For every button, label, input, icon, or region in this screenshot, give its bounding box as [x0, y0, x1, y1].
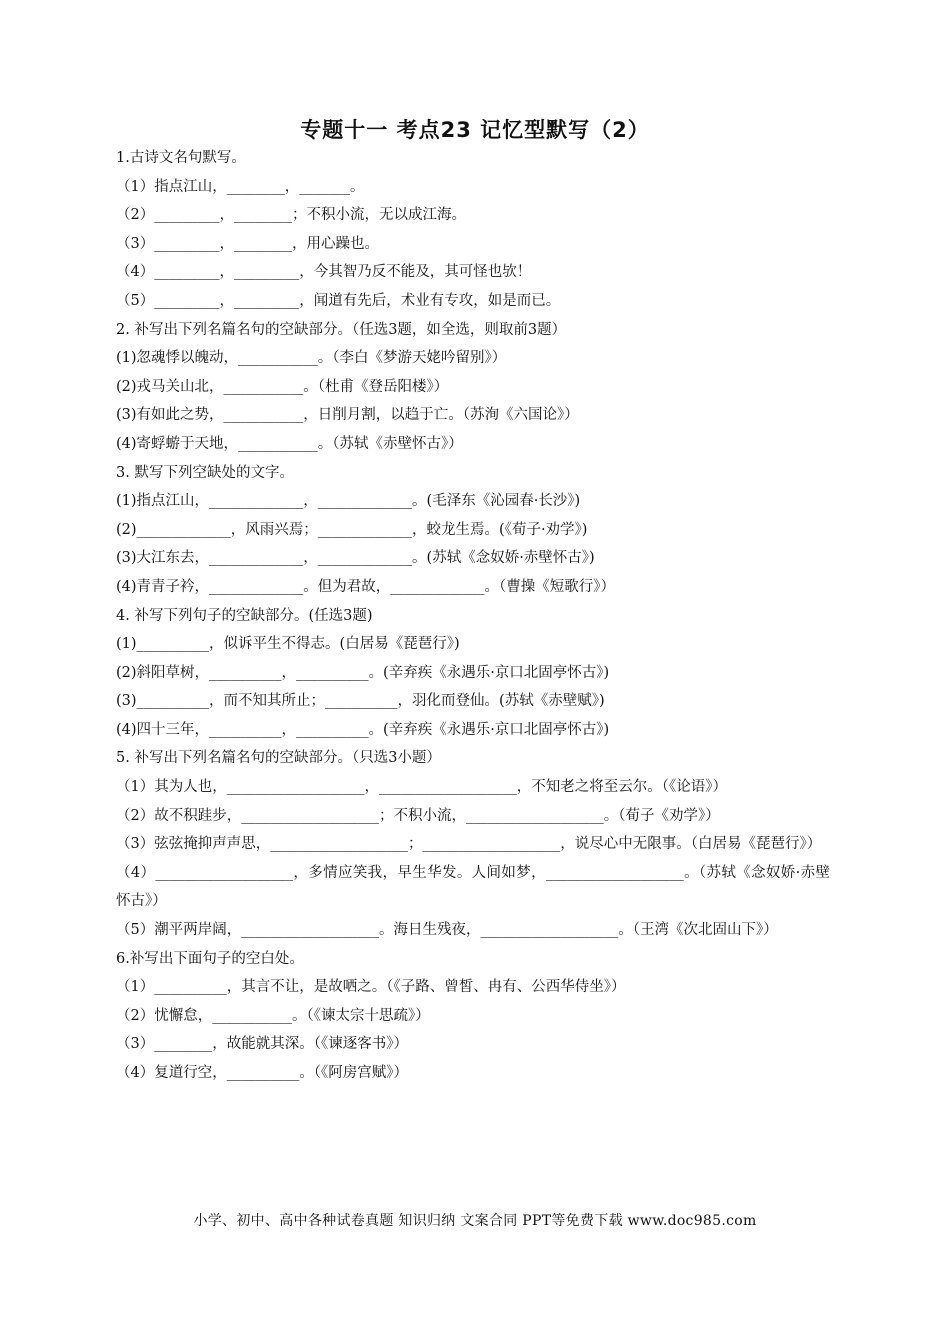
text-line: (1)忽魂悸以魄动，___________。（李白《梦游天姥吟留别》）: [116, 350, 507, 367]
text-line: （1）其为人也，___________________，___________________，不知老之将至云尔。（《论语》）: [116, 779, 727, 796]
text-line: （5）潮平两岸阔，___________________。海日生残夜，___________________。（王湾《次北固山下》）: [116, 922, 778, 939]
text-line: (2)_____________，风雨兴焉；_____________，蛟龙生焉。(《荀子·劝学》): [116, 521, 588, 538]
text-line: （5）_________，_________，闻道有先后，术业有专攻，如是而已。: [116, 292, 561, 309]
text-line: （2）忧懈怠，___________。（《谏太宗十思疏》）: [116, 1007, 430, 1024]
text-line: (1)指点江山，_____________，_____________。(毛泽东《沁园春·长沙》): [116, 493, 581, 510]
text-line: (4)寄蜉蝣于天地，___________。（苏轼《赤壁怀古》）: [116, 435, 463, 452]
page-title: 专题十一 考点23 记忆型默写（2）: [300, 118, 650, 142]
text-line: (3)大江东去，_____________，_____________。(苏轼《念奴娇·赤壁怀古》): [116, 550, 595, 567]
text-line: 3. 默写下列空缺处的文字。: [116, 464, 294, 481]
text-line: （2）_________，________；不积小流，无以成江海。: [116, 207, 466, 224]
text-line: （1）__________，其言不让，是故哂之。（《子路、曾皙、冉有、公西华侍坐》）: [116, 979, 626, 996]
text-line: （2）故不积跬步，___________________；不积小流，___________________。（荀子《劝学》）: [116, 807, 720, 824]
text-line: (3)__________，而不知其所止；__________，羽化而登仙。(苏轼《赤壁赋》): [116, 693, 605, 710]
text-line: （3）________，故能就其深。（《谏逐客书》）: [116, 1036, 408, 1053]
text-line: 5. 补写出下列名篇名句的空缺部分。（只选3小题）: [116, 750, 441, 767]
text-line: 4. 补写下列句子的空缺部分。(任选3题): [116, 607, 373, 624]
text-line: （4）_________，_________，今其智乃反不能及，其可怪也欤！: [116, 264, 532, 281]
text-line: （1）指点江山，________，_______。: [116, 178, 365, 195]
document-body: [116, 144, 830, 1088]
text-line: （3）_________，________，用心躁也。: [116, 235, 379, 252]
text-line: （4）___________________，多情应笑我，早生华发。人间如梦，___________________。（苏轼《念奴娇·赤壁怀古》）: [116, 864, 830, 910]
text-line: 2. 补写出下列名篇名句的空缺部分。（任选3题，如全选，则取前3题）: [116, 321, 567, 338]
text-line: （3）弦弦掩抑声声思，___________________；___________________，说尽心中无限事。（白居易《琵琶行》）: [116, 836, 822, 853]
page-footer: 小学、初中、高中各种试卷真题 知识归纳 文案合同 PPT等免费下载 www.doc985.com: [193, 1213, 757, 1229]
text-line: (4)青青子衿，_____________。但为君故，_____________。（曹操《短歌行》）: [116, 578, 616, 595]
text-line: （4）复道行空，__________。（《阿房宫赋》）: [116, 1065, 408, 1081]
text-line: (1)__________，似诉平生不得志。(白居易《琵琶行》): [116, 636, 460, 653]
text-line: (2)斜阳草树，__________，__________。(辛弃疾《永遇乐·京口北固亭怀古》): [116, 664, 610, 681]
text-line: (2)戎马关山北，___________。（杜甫《登岳阳楼》）: [116, 378, 449, 395]
text-line: (3)有如此之势，___________，日削月割，以趋于亡。（苏洵《六国论》）: [116, 407, 579, 424]
text-line: 1.古诗文名句默写。: [116, 150, 246, 166]
text-line: (4)四十三年，__________，__________。(辛弃疾《永遇乐·京口北固亭怀古》): [116, 721, 610, 738]
text-line: 6.补写出下面句子的空白处。: [116, 950, 304, 967]
